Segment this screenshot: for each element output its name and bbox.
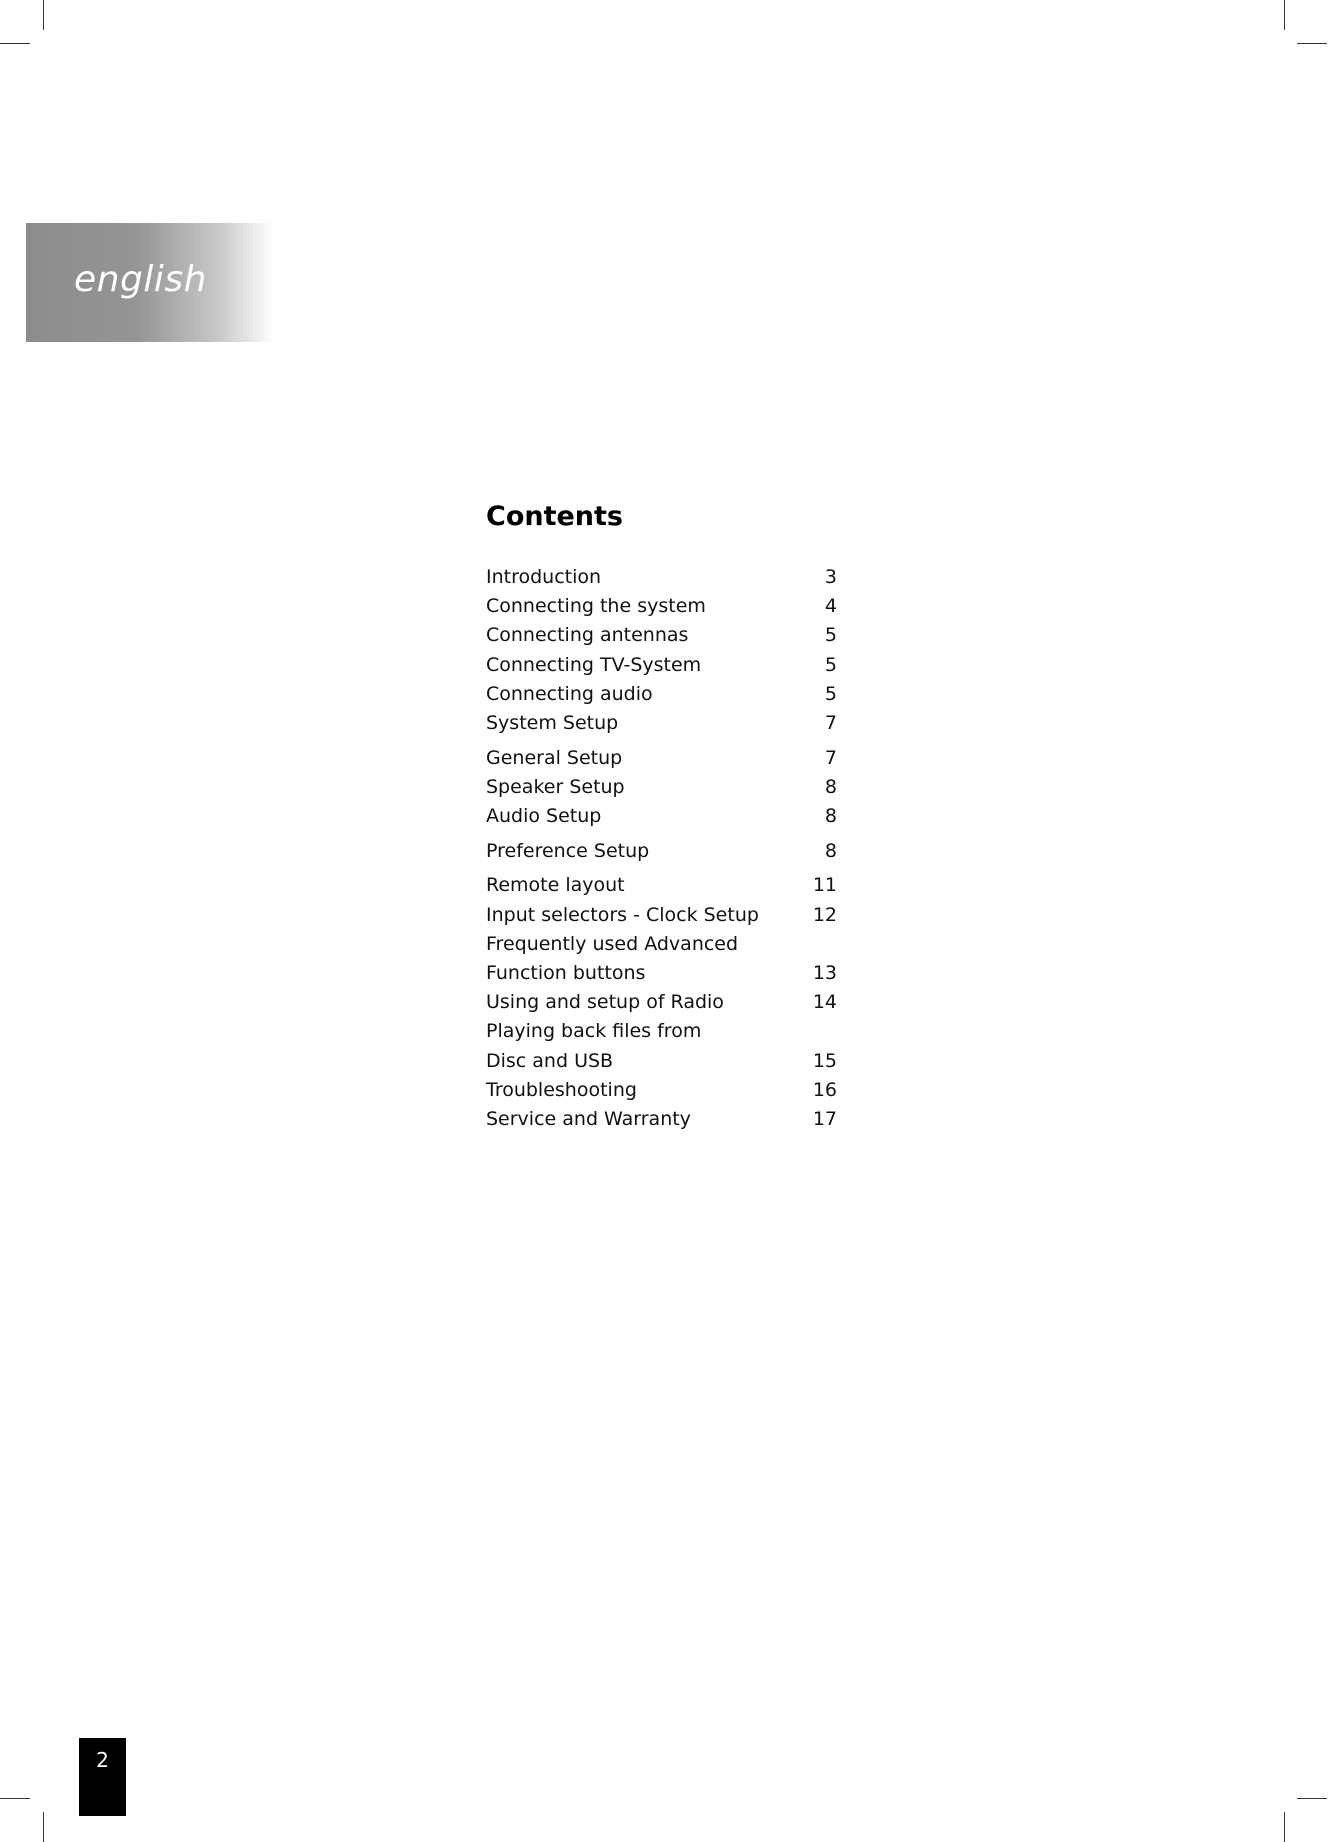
toc-entry-title: Connecting TV-System <box>486 653 702 676</box>
toc-entry-title: Input selectors - Clock Setup <box>486 903 759 926</box>
toc-entry[interactable] <box>486 988 837 1017</box>
toc-entry-page: 12 <box>812 903 837 926</box>
toc-entry-page: 8 <box>824 805 837 827</box>
toc-entry-title: System Setup <box>486 711 619 734</box>
table-of-contents <box>486 563 837 1134</box>
toc-entry[interactable] <box>486 837 837 866</box>
crop-mark <box>1297 1798 1327 1799</box>
toc-entry-title: Function buttons <box>486 961 646 984</box>
crop-mark <box>1284 0 1285 30</box>
crop-mark <box>0 1798 30 1799</box>
toc-entry[interactable] <box>486 592 837 621</box>
toc-entry-page: 8 <box>824 775 837 798</box>
toc-entry[interactable] <box>486 1047 837 1076</box>
toc-entry-title: Using and setup of Radio <box>486 991 724 1014</box>
toc-entry-title: Audio Setup <box>486 805 602 827</box>
toc-entry[interactable] <box>486 651 837 680</box>
toc-entry[interactable] <box>486 1076 837 1105</box>
toc-entry-title: Connecting the system <box>486 595 706 618</box>
toc-entry-page: 11 <box>812 874 837 897</box>
toc-entry[interactable] <box>486 709 837 738</box>
toc-entry[interactable] <box>486 1017 837 1046</box>
toc-entry-title: Connecting audio <box>486 682 653 705</box>
toc-entry-page: 15 <box>812 1049 837 1072</box>
toc-entry-title: Troubleshooting <box>486 1078 637 1101</box>
toc-entry-title: Introduction <box>486 566 602 588</box>
toc-entry[interactable] <box>486 1105 837 1134</box>
toc-entry-title: General Setup <box>486 746 623 769</box>
page-number-box <box>79 1738 126 1816</box>
toc-entry-page: 14 <box>812 991 837 1014</box>
toc-entry-page: 17 <box>812 1107 837 1130</box>
language-tab <box>26 223 274 342</box>
toc-entry-page: 3 <box>824 566 837 588</box>
toc-entry-page: 8 <box>824 839 837 862</box>
toc-entry-title: Service and Warranty <box>486 1107 691 1130</box>
toc-entry-page: 4 <box>824 595 837 618</box>
toc-entry-page: 5 <box>824 682 837 705</box>
toc-entry-page: 7 <box>824 746 837 769</box>
toc-entry-title: Frequently used Advanced <box>486 932 739 955</box>
toc-entry-title: Remote layout <box>486 874 625 897</box>
crop-mark <box>43 1812 44 1842</box>
toc-entry[interactable] <box>486 773 837 802</box>
crop-mark <box>1297 43 1327 44</box>
toc-entry[interactable] <box>486 871 837 900</box>
toc-entry[interactable] <box>486 744 837 773</box>
toc-entry[interactable] <box>486 802 837 831</box>
crop-mark <box>1284 1812 1285 1842</box>
toc-entry-title: Preference Setup <box>486 839 650 862</box>
toc-entry-page: 13 <box>812 961 837 984</box>
crop-mark <box>0 43 30 44</box>
contents-title: Contents <box>486 501 624 532</box>
toc-entry[interactable] <box>486 563 837 592</box>
toc-entry[interactable] <box>486 959 837 988</box>
toc-entry-title: Speaker Setup <box>486 775 625 798</box>
toc-entry-page: 5 <box>824 653 837 676</box>
toc-entry-page: 7 <box>824 711 837 734</box>
toc-entry-title: Disc and USB <box>486 1049 614 1072</box>
toc-entry-page: 5 <box>824 624 837 647</box>
toc-entry[interactable] <box>486 901 837 930</box>
toc-entry-title: Connecting antennas <box>486 624 689 647</box>
toc-entry[interactable] <box>486 930 837 959</box>
toc-entry-title: Playing back files from <box>486 1020 702 1043</box>
toc-entry[interactable] <box>486 680 837 709</box>
page-number: 2 <box>96 1748 109 1772</box>
toc-entry[interactable] <box>486 621 837 650</box>
language-label: english <box>74 259 207 300</box>
toc-entry-page: 16 <box>812 1078 837 1101</box>
crop-mark <box>43 0 44 30</box>
